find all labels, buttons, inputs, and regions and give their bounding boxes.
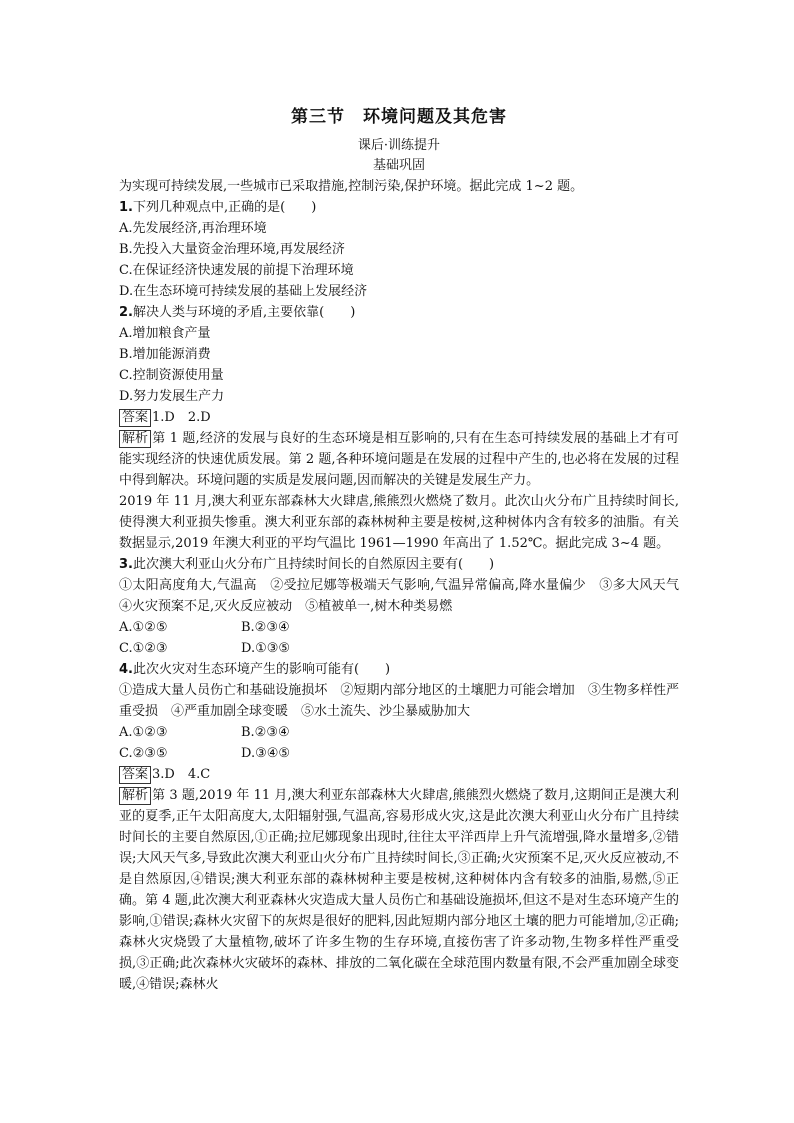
answer-label: 答案 [119, 766, 151, 784]
analysis-text: 第 1 题,经济的发展与良好的生态环境是相互影响的,只有在生态可持续发展的基础上才有可能实现经济的快速优质发展。第 2 题,各种环境问题是在发展的过程中产生的,也必将在发展的过程中得到解决。环境问题的实质是发展问题,因而解决的关键是发展生产力。 [119, 431, 679, 488]
option-a: A.增加粮食产量 [119, 326, 211, 341]
question-number: 2. [119, 305, 133, 320]
options-row [119, 743, 679, 764]
analysis-label: 解析 [119, 787, 151, 805]
page-title: 第三节 环境问题及其危害 [291, 107, 507, 127]
question-stem: 解决人类与环境的矛盾,主要依靠( ) [132, 305, 356, 320]
option-d: D.①③⑤ [241, 641, 291, 656]
option-b: B.②③④ [241, 620, 290, 635]
answer-label: 答案 [119, 409, 151, 427]
question-number: 3. [119, 557, 133, 572]
option-d: D.③④⑤ [241, 746, 291, 761]
answer-block-2 [119, 764, 679, 785]
question-stem: 下列几种观点中,正确的是( ) [132, 200, 317, 215]
section-level: 基础巩固 [372, 158, 425, 173]
section-subtitle: 课后·训练提升 [357, 138, 441, 153]
question-items: ①太阳高度角大,气温高 ②受拉尼娜等极端天气影响,气温异常偏高,降水量偏少 ③多大风天气 ④火灾预案不足,灭火反应被动 ⑤植被单一,树木种类易燃 [119, 578, 693, 614]
option-d: D.努力发展生产力 [119, 389, 225, 404]
option-c: C.①②③ [119, 641, 168, 656]
question-number: 1. [119, 200, 133, 215]
option-a: A.①②⑤ [119, 620, 168, 635]
question-stem: 此次火灾对生态环境产生的影响可能有( ) [132, 662, 391, 677]
question-number: 4. [119, 662, 133, 677]
intro-paragraph-1: 为实现可持续发展,一些城市已采取措施,控制污染,保护环境。据此完成 1~2 题。 [119, 179, 584, 194]
question-1 [119, 197, 679, 218]
answer-block-1 [119, 407, 679, 428]
document-content [119, 104, 693, 995]
analysis-block-2 [119, 785, 679, 995]
question-2 [119, 302, 679, 323]
analysis-block-1 [119, 428, 679, 491]
options-row [119, 617, 679, 638]
analysis-text: 第 3 题,2019 年 11 月,澳大利亚东部森林大火肆虐,熊熊烈火燃烧了数月,这期间正是澳大利亚的夏季,正午太阳高度大,太阳辐射强,气温高,容易形成火灾,这是此次澳大利亚山火分布广且持续时间长的主要自然原因,①正确;拉尼娜现象出现时,往往太平洋西岸上升气流增强,降水量增多,②错误;大风天气多,导致此次澳大利亚山火分布广且持续时间长,③正确;火灾预案不足,灭火反应被动,不是自然原因,④错误;澳大利亚东部的森林树种主要是桉树,这种树体内含有较多的油脂,易燃,⑤正确。第 4 题,此次澳大利亚森林火灾造成大量人员伤亡和基础设施损坏,但这不是对生态环境产生的影响,①错误;森林火灾留下的灰烬是很好的肥料,因此短期内部分地区土壤的肥力可能增加,②正确;森林火灾烧毁了大量植物,破坏了许多生物的生存环境,直接伤害了许多动物,生物多样性严重受损,③正确;此次森林火灾破坏的森林、排放的二氧化碳在全球范围内数量有限,不会严重加剧全球变暖,④错误;森林火 [119, 788, 679, 992]
option-a: A.先发展经济,再治理环境 [119, 221, 267, 236]
option-a: A.①②③ [119, 725, 168, 740]
intro-paragraph-2: 2019 年 11 月,澳大利亚东部森林大火肆虐,熊熊烈火燃烧了数月。此次山火分布广且持续时间长,使得澳大利亚损失惨重。澳大利亚东部的森林树种主要是桉树,这种树体内含有较多的油脂。有关数据显示,2019 年澳大利亚的平均气温比 1961—1990 年高出了 1.52℃。据此完成 3~4 题。 [119, 494, 679, 551]
options-row [119, 722, 679, 743]
question-stem: 此次澳大利亚山火分布广且持续时间长的自然原因主要有( ) [132, 557, 495, 572]
option-b: B.增加能源消费 [119, 347, 211, 362]
option-d: D.在生态环境可持续发展的基础上发展经济 [119, 284, 368, 299]
analysis-label: 解析 [119, 430, 151, 448]
option-c: C.②③⑤ [119, 746, 168, 761]
question-3 [119, 554, 679, 575]
option-c: C.在保证经济快速发展的前提下治理环境 [119, 263, 354, 278]
question-4 [119, 659, 679, 680]
answer-text: 3.D 4.C [152, 767, 211, 782]
option-c: C.控制资源使用量 [119, 368, 224, 383]
question-items: ①造成大量人员伤亡和基础设施损坏 ②短期内部分地区的土壤肥力可能会增加 ③生物多样性严重受损 ④严重加剧全球变暖 ⑤水土流失、沙尘暴威胁加大 [119, 683, 679, 719]
answer-text: 1.D 2.D [152, 410, 211, 425]
options-row [119, 638, 679, 659]
option-b: B.先投入大量资金治理环境,再发展经济 [119, 242, 345, 257]
option-b: B.②③④ [241, 725, 290, 740]
